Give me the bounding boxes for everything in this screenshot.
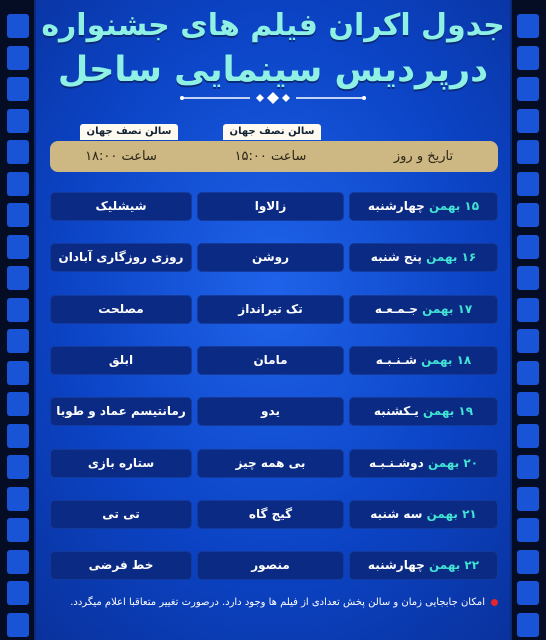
film-1500-cell: روشن [197,243,344,272]
film-hole [517,581,539,605]
date-label: ۱۶ بهمن [426,250,477,265]
date-label: ۲۱ بهمن [426,506,477,521]
table-row [50,243,498,272]
day-label: پنج شنبه [370,250,422,265]
date-label: ۱۹ بهمن [422,404,474,419]
bullet-icon [491,599,498,606]
table-row [50,397,498,426]
film-hole [7,77,29,101]
date-label: ۱۷ بهمن [422,301,473,316]
venue-tab-1500: سالن نصف جهان [223,124,321,140]
film-hole [7,424,29,448]
day-label: دوشـنـبـه [368,455,424,470]
film-hole [7,550,29,574]
film-hole [7,613,29,637]
film-hole [7,329,29,353]
film-hole [517,172,539,196]
film-hole [7,109,29,133]
film-1500-cell: یدو [197,397,344,426]
date-label: ۲۲ بهمن [428,558,480,573]
film-1800-cell: خط فرضی [50,551,192,580]
day-label: چهارشنبه [367,199,425,213]
film-hole [517,109,539,133]
film-hole [7,581,29,605]
date-label: ۲۰ بهمن [427,455,479,470]
date-day-cell [349,346,498,375]
poster-title: جدول اکران فیلم های جشنواره [41,8,505,43]
table-row [50,551,498,580]
header-date-day: تاریخ و روز [393,149,454,164]
date-day-cell [349,449,498,478]
film-hole [517,361,539,385]
header-time-1500: ساعت ۱۵:۰۰ [234,149,307,164]
day-label: سه شنبه [370,506,423,521]
film-1800-cell: رمانتیسم عماد و طوبا [50,397,192,426]
date-label: ۱۸ بهمن [421,352,472,367]
film-hole [517,298,539,322]
table-row [50,192,498,221]
film-hole [517,487,539,511]
film-1500-cell: گیج گاه [197,500,344,529]
date-label: ۱۵ بهمن [428,199,480,213]
venue-tab-1800: سالن نصف جهان [80,124,178,140]
film-hole [517,140,539,164]
table-row [50,295,498,324]
film-hole [7,14,29,38]
film-hole [517,455,539,479]
film-1500-cell: زالاوا [197,192,344,221]
table-row [50,346,498,375]
film-hole [7,235,29,259]
film-hole [7,518,29,542]
film-hole [517,266,539,290]
film-hole [517,329,539,353]
film-hole [7,392,29,416]
film-hole [517,424,539,448]
film-hole [517,235,539,259]
note-text: امکان جابجایی زمان و سالن پخش تعدادی از فیلم ها وجود دارد. درصورت تغییر متعاقبا اعلام میگردد. [70,597,485,608]
film-hole [7,266,29,290]
date-day-cell [349,243,498,272]
film-1800-cell: شیشلیک [50,192,192,221]
film-1500-cell: منصور [197,551,344,580]
date-day-cell [349,295,498,324]
film-1800-cell: روزی روزگاری آبادان [50,243,192,272]
date-day-cell [349,500,498,529]
day-label: یـکشنبه [373,404,419,419]
film-hole [517,518,539,542]
film-hole [7,203,29,227]
film-hole [517,46,539,70]
film-strip-left [0,0,36,640]
film-hole [517,550,539,574]
ornament-divider-icon [180,92,366,104]
date-day-cell [349,192,498,221]
date-day-cell [349,551,498,580]
table-row [50,500,498,529]
film-hole [517,392,539,416]
film-hole [517,613,539,637]
film-strip-right [510,0,546,640]
film-hole [7,455,29,479]
film-1800-cell: تی تی [50,500,192,529]
film-hole [7,361,29,385]
date-day-cell [349,397,498,426]
film-hole [517,77,539,101]
poster-subtitle: درپردیس سینمایی ساحل [57,50,489,90]
film-1500-cell: بی همه چیز [197,449,344,478]
header-time-1800: ساعت ۱۸:۰۰ [85,149,157,164]
film-hole [7,140,29,164]
film-hole [517,14,539,38]
film-1500-cell: تک تیرانداز [197,295,344,324]
film-1800-cell: ابلق [50,346,192,375]
day-label: چهارشنبه [367,558,425,573]
film-hole [7,298,29,322]
film-hole [7,46,29,70]
film-hole [7,172,29,196]
film-1800-cell: ستاره بازی [50,449,192,478]
table-header [50,141,498,172]
film-1800-cell: مصلحت [50,295,192,324]
table-row [50,449,498,478]
day-label: جـمـعـه [374,301,418,316]
film-1500-cell: مامان [197,346,344,375]
film-hole [517,203,539,227]
disclaimer-note [50,592,498,614]
film-hole [7,487,29,511]
day-label: شـنـبـه [375,352,417,367]
